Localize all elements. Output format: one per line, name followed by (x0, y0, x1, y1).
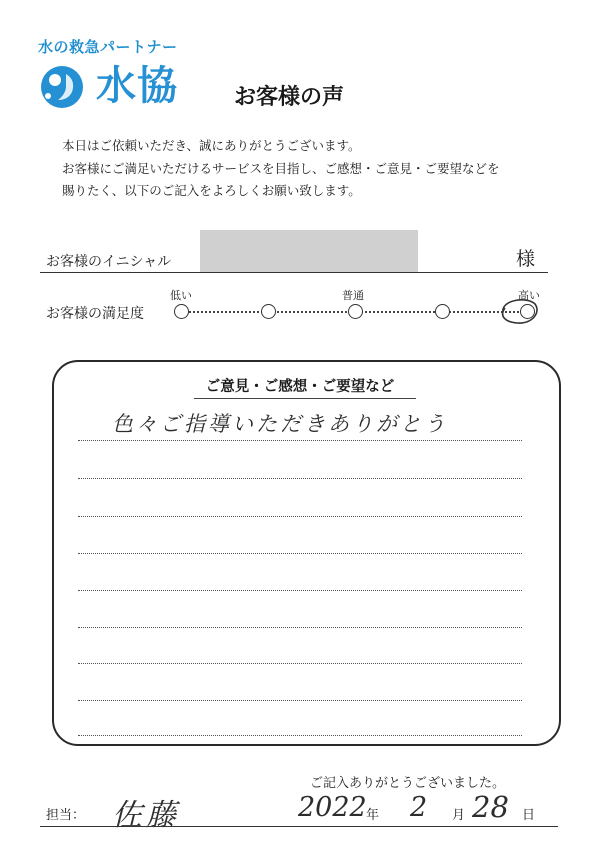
scale-label-normal: 普通 (342, 289, 364, 302)
page-title: お客様の声 (234, 85, 345, 110)
month-value[interactable]: 2 (410, 792, 428, 823)
satisfaction-label: お客様の満足度 (46, 306, 144, 322)
brand-logo-text: 水協 (96, 62, 178, 109)
selected-mark-icon (497, 292, 541, 328)
initials-underline (40, 272, 548, 273)
comment-line (78, 735, 522, 736)
comment-line (78, 663, 522, 664)
satisfaction-option-4[interactable] (435, 304, 450, 319)
comment-title-underline (194, 398, 416, 399)
comment-box-title: ご意見・ご感想・ご要望など (205, 379, 395, 395)
initials-field[interactable] (200, 230, 418, 272)
scale-label-low: 低い (170, 289, 192, 302)
comment-line (78, 627, 522, 628)
scale-label-high: 高い (518, 289, 540, 302)
satisfaction-option-1[interactable] (174, 304, 189, 319)
comment-line (78, 553, 522, 554)
thanks-message: ご記入ありがとうございました。 (310, 776, 506, 791)
day-value[interactable]: 28 (472, 790, 509, 824)
intro-line: お客様にご満足いただけるサービスを目指し、ご感想・ご意見・ご要望などを (62, 161, 500, 176)
satisfaction-option-2[interactable] (261, 304, 276, 319)
satisfaction-option-3[interactable] (348, 304, 363, 319)
day-unit: 日 (522, 808, 536, 823)
footer-rule (40, 826, 558, 827)
comment-line (78, 440, 522, 441)
intro-line: 賜りたく、以下のご記入をよろしくお願い致します。 (62, 183, 361, 198)
initials-label: お客様のイニシャル (46, 254, 172, 270)
initials-suffix: 様 (516, 248, 536, 270)
water-drop-logo-icon (36, 64, 92, 110)
year-unit: 年 (366, 808, 380, 823)
comment-line (78, 516, 522, 517)
month-unit: 月 (452, 808, 466, 823)
comment-line (78, 700, 522, 701)
comment-line (78, 478, 522, 479)
staff-name[interactable]: 佐藤 (112, 798, 180, 833)
intro-line: 本日はご依頼いただき、誠にありがとうございます。 (62, 138, 361, 153)
comment-handwriting[interactable]: 色々ご指導いただきありがとう (112, 412, 448, 436)
staff-label: 担当： (46, 808, 86, 823)
brand-tagline: 水の救急パートナー (38, 38, 178, 56)
comment-line (78, 590, 522, 591)
year-value[interactable]: 2022 (298, 792, 367, 823)
